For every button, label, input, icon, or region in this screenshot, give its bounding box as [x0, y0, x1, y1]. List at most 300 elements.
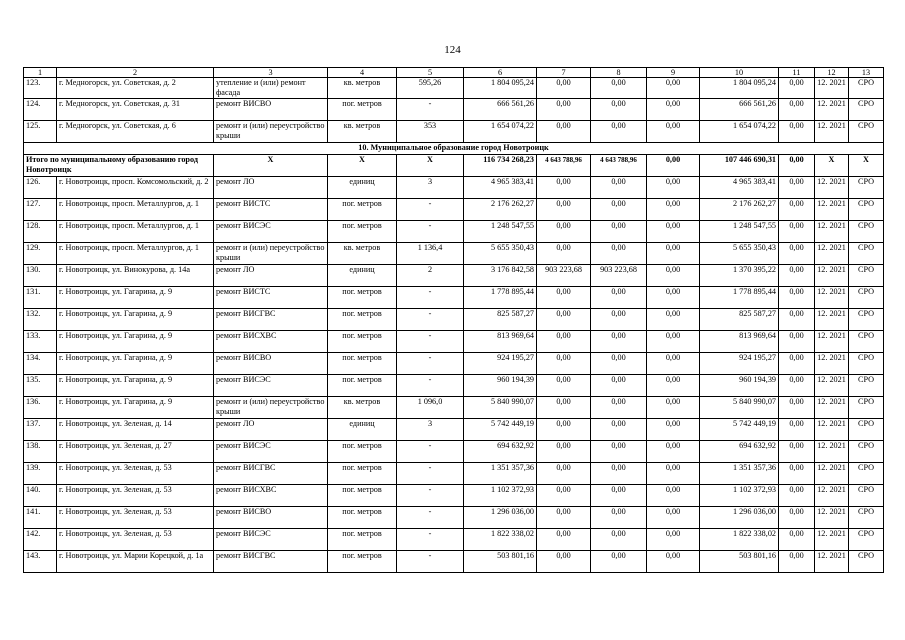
col11-cell: 0,00	[779, 78, 815, 99]
quantity-cell: -	[397, 99, 464, 121]
total-cost-cell: 1 351 357,36	[464, 463, 537, 485]
unit-cell: кв. метров	[328, 397, 397, 419]
total-col11: 0,00	[779, 155, 815, 177]
col8-cell: 0,00	[591, 375, 647, 397]
column-header: 12	[815, 68, 849, 78]
unit-cell: пог. метров	[328, 375, 397, 397]
address-cell: г. Медногорск, ул. Советская, д. 6	[57, 121, 214, 143]
column-header: 4	[328, 68, 397, 78]
deadline-cell: 12. 2021	[815, 243, 849, 265]
col9-cell: 0,00	[647, 265, 700, 287]
column-header: 8	[591, 68, 647, 78]
total-cost-cell: 1 778 895,44	[464, 287, 537, 309]
method-cell: СРО	[849, 199, 884, 221]
column-header: 5	[397, 68, 464, 78]
col9-cell: 0,00	[647, 199, 700, 221]
work-type-cell: ремонт ЛО	[214, 265, 328, 287]
total-col5: Х	[397, 155, 464, 177]
col10-cell: 1 654 074,22	[700, 121, 779, 143]
unit-cell: единиц	[328, 419, 397, 441]
address-cell: г. Новотроицк, ул. Винокурова, д. 14а	[57, 265, 214, 287]
col11-cell: 0,00	[779, 419, 815, 441]
col10-cell: 4 965 383,41	[700, 177, 779, 199]
col10-cell: 1 351 357,36	[700, 463, 779, 485]
col8-cell: 0,00	[591, 99, 647, 121]
col7-cell: 0,00	[537, 199, 591, 221]
method-cell: СРО	[849, 485, 884, 507]
col7-cell: 0,00	[537, 551, 591, 573]
table-row	[24, 78, 884, 99]
col7-cell: 0,00	[537, 121, 591, 143]
col7-cell: 0,00	[537, 485, 591, 507]
quantity-cell: 2	[397, 265, 464, 287]
quantity-cell: 1 096,0	[397, 397, 464, 419]
table-row	[24, 375, 884, 397]
quantity-cell: -	[397, 221, 464, 243]
col9-cell: 0,00	[647, 507, 700, 529]
row-number: 138.	[24, 441, 57, 463]
quantity-cell: 595,26	[397, 78, 464, 99]
col8-cell: 0,00	[591, 485, 647, 507]
col8-cell: 0,00	[591, 353, 647, 375]
column-header: 9	[647, 68, 700, 78]
col10-cell: 813 969,64	[700, 331, 779, 353]
method-cell: СРО	[849, 265, 884, 287]
address-cell: г. Медногорск, ул. Советская, д. 2	[57, 78, 214, 99]
table-row	[24, 441, 884, 463]
col9-cell: 0,00	[647, 177, 700, 199]
col7-cell: 0,00	[537, 463, 591, 485]
quantity-cell: -	[397, 507, 464, 529]
unit-cell: пог. метров	[328, 99, 397, 121]
column-header: 10	[700, 68, 779, 78]
total-col3: Х	[214, 155, 328, 177]
col10-cell: 1 248 547,55	[700, 221, 779, 243]
col8-cell: 0,00	[591, 309, 647, 331]
table-row	[24, 243, 884, 265]
total-col7: 4 643 788,96	[537, 155, 591, 177]
address-cell: г. Новотроицк, ул. Гагарина, д. 9	[57, 331, 214, 353]
work-type-cell: ремонт и (или) переустройство крыши	[214, 397, 328, 419]
col7-cell: 0,00	[537, 397, 591, 419]
work-type-cell: ремонт ЛО	[214, 177, 328, 199]
quantity-cell: 3	[397, 177, 464, 199]
work-type-cell: ремонт ВИСТС	[214, 199, 328, 221]
col8-cell: 0,00	[591, 507, 647, 529]
unit-cell: пог. метров	[328, 199, 397, 221]
col11-cell: 0,00	[779, 309, 815, 331]
col7-cell: 0,00	[537, 99, 591, 121]
work-type-cell: ремонт и (или) переустройство крыши	[214, 121, 328, 143]
total-col13: Х	[849, 155, 884, 177]
method-cell: СРО	[849, 78, 884, 99]
total-cost-cell: 5 840 990,07	[464, 397, 537, 419]
quantity-cell: -	[397, 353, 464, 375]
quantity-cell: -	[397, 485, 464, 507]
table-row	[24, 485, 884, 507]
table-row	[24, 353, 884, 375]
deadline-cell: 12. 2021	[815, 419, 849, 441]
work-type-cell: ремонт ЛО	[214, 419, 328, 441]
table-row	[24, 331, 884, 353]
address-cell: г. Новотроицк, просп. Металлургов, д. 1	[57, 221, 214, 243]
col7-cell: 0,00	[537, 419, 591, 441]
total-row	[24, 155, 884, 177]
col11-cell: 0,00	[779, 485, 815, 507]
total-col12: Х	[815, 155, 849, 177]
quantity-cell: -	[397, 441, 464, 463]
row-number: 127.	[24, 199, 57, 221]
total-cost-cell: 1 248 547,55	[464, 221, 537, 243]
total-col10: 107 446 690,31	[700, 155, 779, 177]
col9-cell: 0,00	[647, 243, 700, 265]
deadline-cell: 12. 2021	[815, 78, 849, 99]
unit-cell: кв. метров	[328, 243, 397, 265]
deadline-cell: 12. 2021	[815, 199, 849, 221]
total-col8: 4 643 788,96	[591, 155, 647, 177]
col7-cell: 0,00	[537, 177, 591, 199]
table-row	[24, 199, 884, 221]
table-row	[24, 121, 884, 143]
total-cost-cell: 5 742 449,19	[464, 419, 537, 441]
table-row	[24, 507, 884, 529]
total-sum: 116 734 268,23	[464, 155, 537, 177]
col8-cell: 0,00	[591, 287, 647, 309]
method-cell: СРО	[849, 397, 884, 419]
method-cell: СРО	[849, 353, 884, 375]
table-row	[24, 551, 884, 573]
method-cell: СРО	[849, 551, 884, 573]
col9-cell: 0,00	[647, 375, 700, 397]
method-cell: СРО	[849, 243, 884, 265]
deadline-cell: 12. 2021	[815, 177, 849, 199]
address-cell: г. Новотроицк, ул. Гагарина, д. 9	[57, 353, 214, 375]
col10-cell: 5 742 449,19	[700, 419, 779, 441]
col7-cell: 0,00	[537, 353, 591, 375]
capital-repair-table	[23, 67, 884, 573]
work-type-cell: утепление и (или) ремонт фасада	[214, 78, 328, 99]
table-row	[24, 265, 884, 287]
quantity-cell: -	[397, 529, 464, 551]
col7-cell: 0,00	[537, 375, 591, 397]
method-cell: СРО	[849, 507, 884, 529]
deadline-cell: 12. 2021	[815, 529, 849, 551]
method-cell: СРО	[849, 441, 884, 463]
quantity-cell: -	[397, 199, 464, 221]
col9-cell: 0,00	[647, 441, 700, 463]
unit-cell: пог. метров	[328, 507, 397, 529]
col8-cell: 0,00	[591, 199, 647, 221]
table-body	[24, 68, 884, 573]
deadline-cell: 12. 2021	[815, 309, 849, 331]
col11-cell: 0,00	[779, 353, 815, 375]
row-number: 142.	[24, 529, 57, 551]
deadline-cell: 12. 2021	[815, 375, 849, 397]
table-row	[24, 287, 884, 309]
row-number: 137.	[24, 419, 57, 441]
address-cell: г. Новотроицк, ул. Марии Корецкой, д. 1а	[57, 551, 214, 573]
row-number: 123.	[24, 78, 57, 99]
unit-cell: кв. метров	[328, 121, 397, 143]
deadline-cell: 12. 2021	[815, 353, 849, 375]
work-type-cell: ремонт ВИСГВС	[214, 463, 328, 485]
unit-cell: пог. метров	[328, 353, 397, 375]
row-number: 124.	[24, 99, 57, 121]
unit-cell: единиц	[328, 265, 397, 287]
col8-cell: 0,00	[591, 397, 647, 419]
quantity-cell: -	[397, 375, 464, 397]
page-number: 124	[444, 44, 461, 56]
col11-cell: 0,00	[779, 177, 815, 199]
total-cost-cell: 666 561,26	[464, 99, 537, 121]
row-number: 126.	[24, 177, 57, 199]
col9-cell: 0,00	[647, 529, 700, 551]
col11-cell: 0,00	[779, 529, 815, 551]
col9-cell: 0,00	[647, 463, 700, 485]
table-row	[24, 221, 884, 243]
col8-cell: 0,00	[591, 529, 647, 551]
col10-cell: 960 194,39	[700, 375, 779, 397]
row-number: 135.	[24, 375, 57, 397]
col9-cell: 0,00	[647, 551, 700, 573]
col10-cell: 1 370 395,22	[700, 265, 779, 287]
col9-cell: 0,00	[647, 287, 700, 309]
col7-cell: 0,00	[537, 529, 591, 551]
method-cell: СРО	[849, 121, 884, 143]
col11-cell: 0,00	[779, 507, 815, 529]
col10-cell: 503 801,16	[700, 551, 779, 573]
col10-cell: 666 561,26	[700, 99, 779, 121]
work-type-cell: ремонт ВИСЭС	[214, 375, 328, 397]
col10-cell: 5 655 350,43	[700, 243, 779, 265]
method-cell: СРО	[849, 419, 884, 441]
column-header: 6	[464, 68, 537, 78]
address-cell: г. Новотроицк, ул. Зеленая, д. 27	[57, 441, 214, 463]
work-type-cell: ремонт ВИСХВС	[214, 331, 328, 353]
col10-cell: 5 840 990,07	[700, 397, 779, 419]
total-cost-cell: 1 296 036,00	[464, 507, 537, 529]
column-header: 2	[57, 68, 214, 78]
work-type-cell: ремонт ВИСВО	[214, 99, 328, 121]
table-row	[24, 309, 884, 331]
quantity-cell: 353	[397, 121, 464, 143]
col11-cell: 0,00	[779, 375, 815, 397]
total-cost-cell: 1 804 095,24	[464, 78, 537, 99]
col11-cell: 0,00	[779, 265, 815, 287]
col7-cell: 0,00	[537, 507, 591, 529]
row-number: 128.	[24, 221, 57, 243]
section-row	[24, 143, 884, 155]
col11-cell: 0,00	[779, 199, 815, 221]
work-type-cell: ремонт ВИСВО	[214, 507, 328, 529]
work-type-cell: ремонт ВИСЭС	[214, 221, 328, 243]
section-title: 10. Муниципальное образование город Новотроицк	[24, 143, 884, 155]
col10-cell: 694 632,92	[700, 441, 779, 463]
row-number: 133.	[24, 331, 57, 353]
col11-cell: 0,00	[779, 331, 815, 353]
column-header: 1	[24, 68, 57, 78]
col10-cell: 1 778 895,44	[700, 287, 779, 309]
work-type-cell: ремонт ВИСЭС	[214, 529, 328, 551]
col11-cell: 0,00	[779, 551, 815, 573]
col7-cell: 903 223,68	[537, 265, 591, 287]
row-number: 131.	[24, 287, 57, 309]
table-row	[24, 463, 884, 485]
table-row	[24, 397, 884, 419]
unit-cell: пог. метров	[328, 331, 397, 353]
unit-cell: пог. метров	[328, 441, 397, 463]
address-cell: г. Новотроицк, ул. Гагарина, д. 9	[57, 287, 214, 309]
work-type-cell: ремонт ВИСГВС	[214, 551, 328, 573]
deadline-cell: 12. 2021	[815, 331, 849, 353]
col10-cell: 2 176 262,27	[700, 199, 779, 221]
total-cost-cell: 2 176 262,27	[464, 199, 537, 221]
row-number: 140.	[24, 485, 57, 507]
method-cell: СРО	[849, 463, 884, 485]
unit-cell: пог. метров	[328, 221, 397, 243]
col11-cell: 0,00	[779, 99, 815, 121]
deadline-cell: 12. 2021	[815, 99, 849, 121]
col11-cell: 0,00	[779, 441, 815, 463]
quantity-cell: -	[397, 463, 464, 485]
table-row	[24, 529, 884, 551]
col8-cell: 0,00	[591, 221, 647, 243]
total-cost-cell: 1 822 338,02	[464, 529, 537, 551]
unit-cell: пог. метров	[328, 551, 397, 573]
method-cell: СРО	[849, 309, 884, 331]
column-header: 3	[214, 68, 328, 78]
col9-cell: 0,00	[647, 121, 700, 143]
total-col4: Х	[328, 155, 397, 177]
row-number: 132.	[24, 309, 57, 331]
method-cell: СРО	[849, 177, 884, 199]
col7-cell: 0,00	[537, 287, 591, 309]
col7-cell: 0,00	[537, 441, 591, 463]
unit-cell: пог. метров	[328, 309, 397, 331]
col7-cell: 0,00	[537, 243, 591, 265]
column-header: 13	[849, 68, 884, 78]
work-type-cell: ремонт ВИСВО	[214, 353, 328, 375]
col8-cell: 0,00	[591, 551, 647, 573]
col9-cell: 0,00	[647, 419, 700, 441]
total-cost-cell: 924 195,27	[464, 353, 537, 375]
address-cell: г. Новотроицк, ул. Гагарина, д. 9	[57, 309, 214, 331]
address-cell: г. Новотроицк, ул. Зеленая, д. 53	[57, 463, 214, 485]
deadline-cell: 12. 2021	[815, 397, 849, 419]
work-type-cell: ремонт и (или) переустройство крыши	[214, 243, 328, 265]
col7-cell: 0,00	[537, 221, 591, 243]
total-col9: 0,00	[647, 155, 700, 177]
deadline-cell: 12. 2021	[815, 463, 849, 485]
unit-cell: кв. метров	[328, 78, 397, 99]
address-cell: г. Медногорск, ул. Советская, д. 31	[57, 99, 214, 121]
col10-cell: 825 587,27	[700, 309, 779, 331]
col11-cell: 0,00	[779, 463, 815, 485]
row-number: 129.	[24, 243, 57, 265]
quantity-cell: -	[397, 331, 464, 353]
quantity-cell: -	[397, 287, 464, 309]
total-cost-cell: 5 655 350,43	[464, 243, 537, 265]
unit-cell: единиц	[328, 177, 397, 199]
address-cell: г. Новотроицк, просп. Металлургов, д. 1	[57, 199, 214, 221]
deadline-cell: 12. 2021	[815, 221, 849, 243]
col10-cell: 1 804 095,24	[700, 78, 779, 99]
deadline-cell: 12. 2021	[815, 551, 849, 573]
col10-cell: 1 822 338,02	[700, 529, 779, 551]
total-cost-cell: 503 801,16	[464, 551, 537, 573]
table-row	[24, 419, 884, 441]
col7-cell: 0,00	[537, 78, 591, 99]
col8-cell: 0,00	[591, 177, 647, 199]
unit-cell: пог. метров	[328, 485, 397, 507]
method-cell: СРО	[849, 99, 884, 121]
row-number: 141.	[24, 507, 57, 529]
address-cell: г. Новотроицк, просп. Комсомольский, д. 2	[57, 177, 214, 199]
col10-cell: 1 296 036,00	[700, 507, 779, 529]
col8-cell: 0,00	[591, 243, 647, 265]
quantity-cell: -	[397, 551, 464, 573]
address-cell: г. Новотроицк, ул. Гагарина, д. 9	[57, 375, 214, 397]
method-cell: СРО	[849, 375, 884, 397]
unit-cell: пог. метров	[328, 287, 397, 309]
col7-cell: 0,00	[537, 309, 591, 331]
row-number: 125.	[24, 121, 57, 143]
col11-cell: 0,00	[779, 221, 815, 243]
col9-cell: 0,00	[647, 309, 700, 331]
work-type-cell: ремонт ВИСТС	[214, 287, 328, 309]
quantity-cell: -	[397, 309, 464, 331]
work-type-cell: ремонт ВИСЭС	[214, 441, 328, 463]
method-cell: СРО	[849, 529, 884, 551]
col9-cell: 0,00	[647, 331, 700, 353]
col11-cell: 0,00	[779, 243, 815, 265]
address-cell: г. Новотроицк, ул. Зеленая, д. 53	[57, 485, 214, 507]
deadline-cell: 12. 2021	[815, 507, 849, 529]
col11-cell: 0,00	[779, 397, 815, 419]
column-header: 7	[537, 68, 591, 78]
col9-cell: 0,00	[647, 485, 700, 507]
col10-cell: 1 102 372,93	[700, 485, 779, 507]
col9-cell: 0,00	[647, 221, 700, 243]
col11-cell: 0,00	[779, 121, 815, 143]
work-type-cell: ремонт ВИСГВС	[214, 309, 328, 331]
total-cost-cell: 694 632,92	[464, 441, 537, 463]
unit-cell: пог. метров	[328, 463, 397, 485]
row-number: 136.	[24, 397, 57, 419]
total-cost-cell: 960 194,39	[464, 375, 537, 397]
col8-cell: 0,00	[591, 463, 647, 485]
col8-cell: 0,00	[591, 331, 647, 353]
col9-cell: 0,00	[647, 78, 700, 99]
work-type-cell: ремонт ВИСХВС	[214, 485, 328, 507]
deadline-cell: 12. 2021	[815, 265, 849, 287]
column-header: 11	[779, 68, 815, 78]
address-cell: г. Новотроицк, ул. Зеленая, д. 53	[57, 507, 214, 529]
address-cell: г. Новотроицк, ул. Зеленая, д. 53	[57, 529, 214, 551]
table-row	[24, 99, 884, 121]
column-number-row	[24, 68, 884, 78]
col9-cell: 0,00	[647, 397, 700, 419]
method-cell: СРО	[849, 331, 884, 353]
address-cell: г. Новотроицк, ул. Зеленая, д. 14	[57, 419, 214, 441]
total-cost-cell: 4 965 383,41	[464, 177, 537, 199]
deadline-cell: 12. 2021	[815, 485, 849, 507]
total-cost-cell: 813 969,64	[464, 331, 537, 353]
total-cost-cell: 825 587,27	[464, 309, 537, 331]
unit-cell: пог. метров	[328, 529, 397, 551]
col9-cell: 0,00	[647, 99, 700, 121]
deadline-cell: 12. 2021	[815, 121, 849, 143]
